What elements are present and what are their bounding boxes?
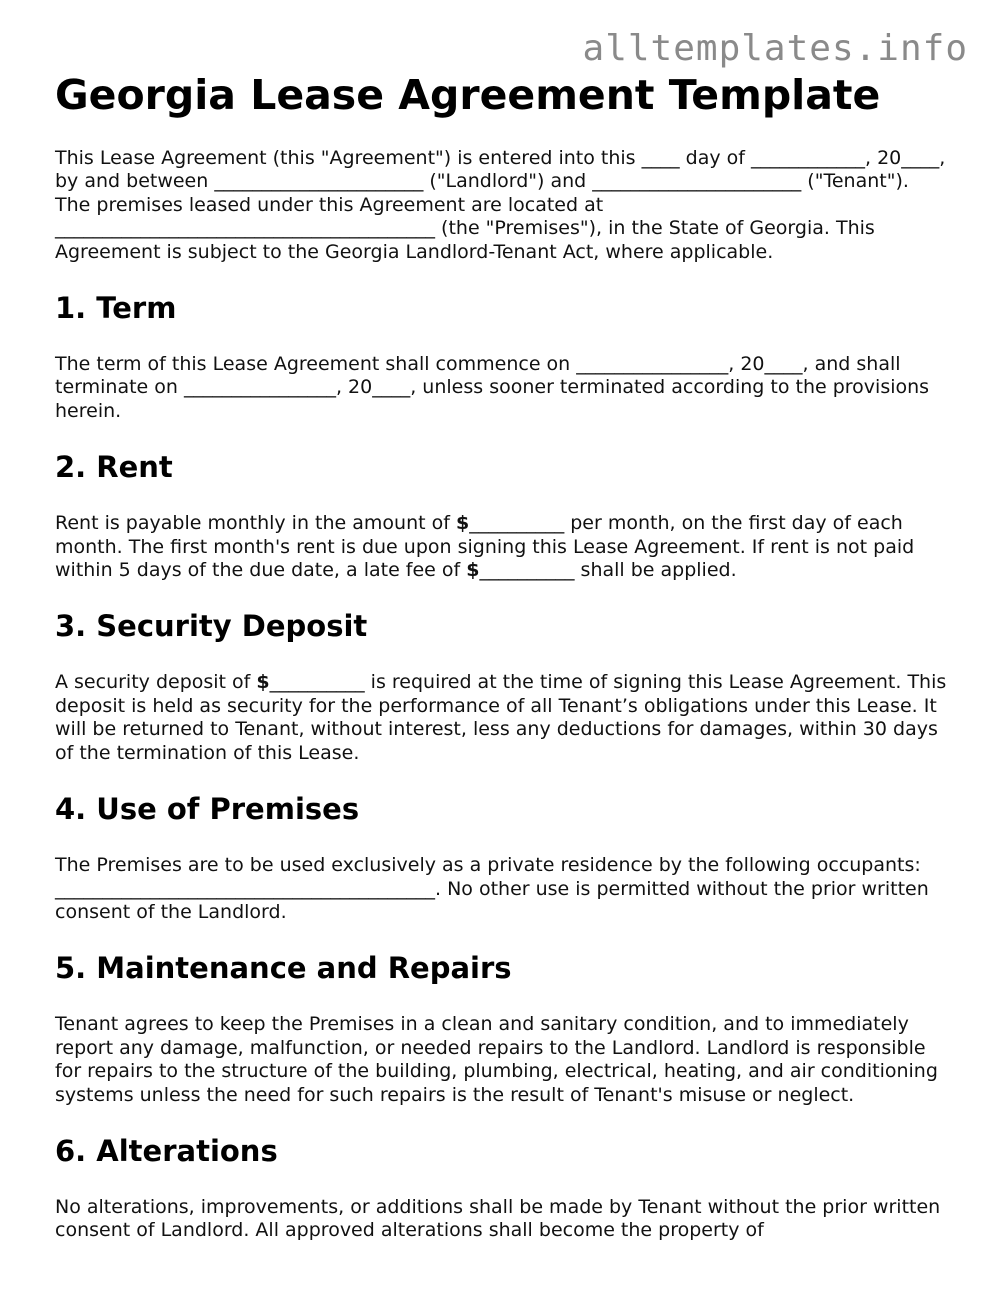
section-heading-rent: 2. Rent — [55, 450, 173, 485]
section-body-maintenance: Tenant agrees to keep the Premises in a clean and sanitary condition, and to immediately report any damage, malfunction, or needed repairs to the Landlord. Landlord is responsible for repairs to the structure of the building, plumbing, electrical, heating, and air conditioning systems unless the need for such repairs is the result of Tenant's misuse or neglect. — [55, 1013, 938, 1106]
intro-paragraph: This Lease Agreement (this "Agreement") is entered into this ____ day of ____________, 20____, by and between ______________________ ("Landlord") and ______________________ ("Tenant"). The premises leased under this Agreement are located at ________________________________________ (the "Premises"), in the State of Georgia. This Agreement is subject to the Georgia Landlord-Tenant Act, where applicable. — [55, 147, 946, 263]
section-heading-deposit: 3. Security Deposit — [55, 609, 368, 644]
section-heading-term: 1. Term — [55, 291, 177, 326]
section-body-alterations: No alterations, improvements, or additions shall be made by Tenant without the prior written consent of Landlord. All approved alterations shall become the property of — [55, 1195, 941, 1242]
late-fee-symbol: $ — [466, 559, 480, 582]
deposit-amount-symbol: $ — [256, 671, 270, 694]
deposit-text-1: A security deposit of — [55, 671, 257, 694]
section-heading-alterations: 6. Alterations — [55, 1133, 278, 1168]
rent-amount-symbol: $ — [455, 512, 470, 535]
document-page — [55, 70, 947, 1243]
document-title: Georgia Lease Agreement Template — [55, 71, 881, 119]
section-body-term: The term of this Lease Agreement shall commence on ________________, 20____, and shall terminate on ________________, 20____, unless sooner terminated according to the provisions herein. — [55, 353, 930, 422]
deposit-text-2: __________ is required at the time of signing this Lease Agreement. This deposit is held as security for the performance of all Tenant’s obligations under this Lease. It will be returned to Tenant, without interest, less any deductions for damages, within 30 days of the termination of this Lease. — [55, 671, 947, 764]
rent-text-1: Rent is payable monthly in the amount of — [55, 512, 456, 535]
section-body-deposit — [55, 671, 947, 765]
section-body-rent — [55, 512, 947, 582]
section-heading-use: 4. Use of Premises — [55, 792, 360, 827]
rent-text-2: __________ per month, on the first day of each month. The first month's rent is due upon signing this Lease Agreement. If rent is not paid within 5 days of the due date, a late fee of — [55, 512, 915, 582]
watermark: alltemplates.info — [582, 28, 968, 69]
section-heading-maintenance: 5. Maintenance and Repairs — [55, 951, 512, 986]
section-body-use: The Premises are to be used exclusively as a private residence by the following occupants: ________________________________________. No other use is permitted without the prior written consent of the Landlord. — [55, 854, 929, 923]
rent-text-3: __________ shall be applied. — [479, 559, 737, 582]
